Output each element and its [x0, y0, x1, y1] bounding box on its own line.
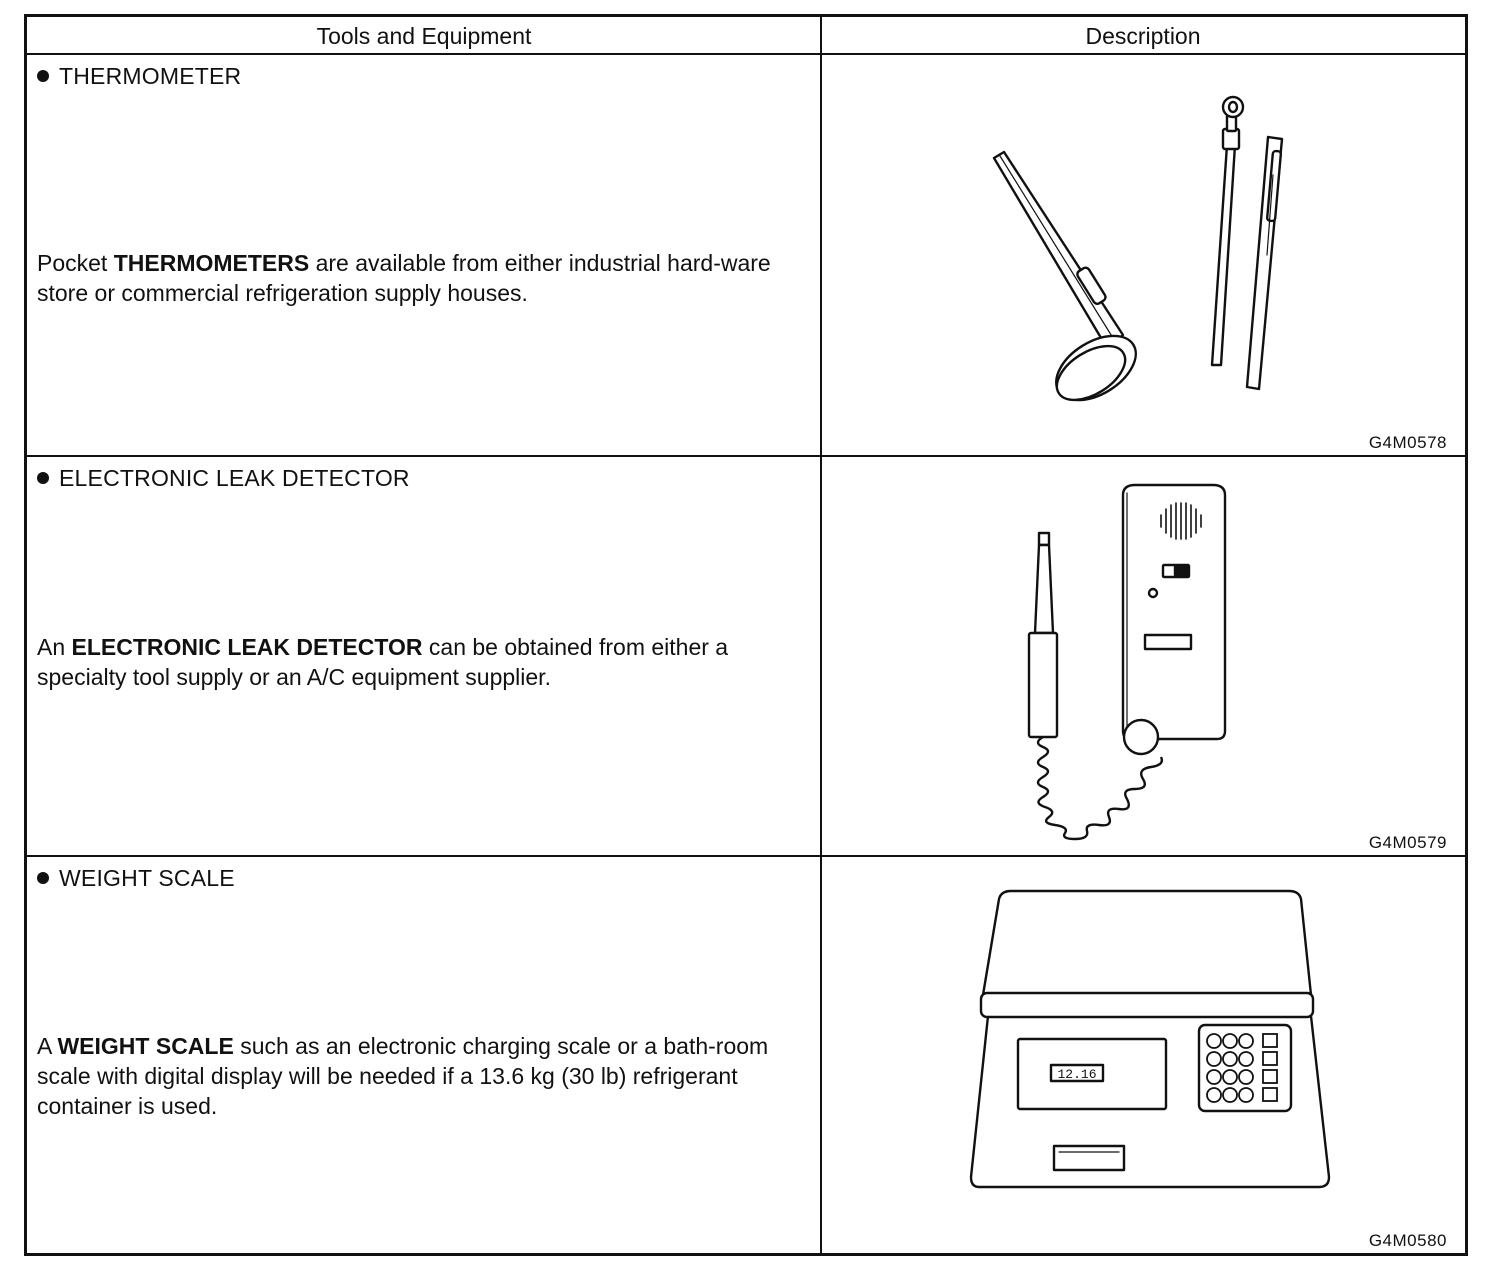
tool-description-electronic-leak-detector: An ELECTRONIC LEAK DETECTOR can be obtained from either a specialty tool supply or an A/C equipment supplier. [37, 634, 729, 690]
header-description: Description [821, 17, 1465, 55]
column-divider [820, 17, 822, 1253]
leak-detector-illustration [823, 457, 1465, 857]
bullet-icon [37, 472, 49, 484]
figure-thermometer [823, 55, 1465, 455]
table-row-weight-scale [27, 857, 1465, 1253]
tool-title-weight-scale: WEIGHT SCALE [37, 865, 235, 892]
tool-title-thermometer: THERMOMETER [37, 63, 241, 90]
figure-code: G4M0580 [1368, 1231, 1447, 1250]
tool-description-thermometer: Pocket THERMOMETERS are available from either industrial hard-ware store or commercial refrigeration supply houses. [37, 250, 771, 306]
scale-display-reading: 12.16 [1057, 1067, 1097, 1082]
tools-table [24, 14, 1468, 1256]
tool-title-electronic-leak-detector: ELECTRONIC LEAK DETECTOR [37, 465, 410, 492]
figure-code: G4M0578 [1368, 433, 1447, 452]
table-row-electronic-leak-detector [27, 457, 1465, 857]
tool-description-weight-scale: A WEIGHT SCALE such as an electronic charging scale or a bath-room scale with digital display will be needed if a 13.6 kg (30 lb) refrigerant container is used. [37, 1033, 769, 1119]
header-tools-and-equipment: Tools and Equipment [27, 17, 821, 55]
thermometer-illustration [823, 55, 1465, 455]
table-row-thermometer [27, 55, 1465, 457]
bullet-icon [37, 70, 49, 82]
figure-weight-scale [823, 857, 1465, 1253]
figure-code: G4M0579 [1368, 833, 1447, 852]
weight-scale-illustration [823, 857, 1465, 1253]
figure-electronic-leak-detector [823, 457, 1465, 855]
bullet-icon [37, 872, 49, 884]
